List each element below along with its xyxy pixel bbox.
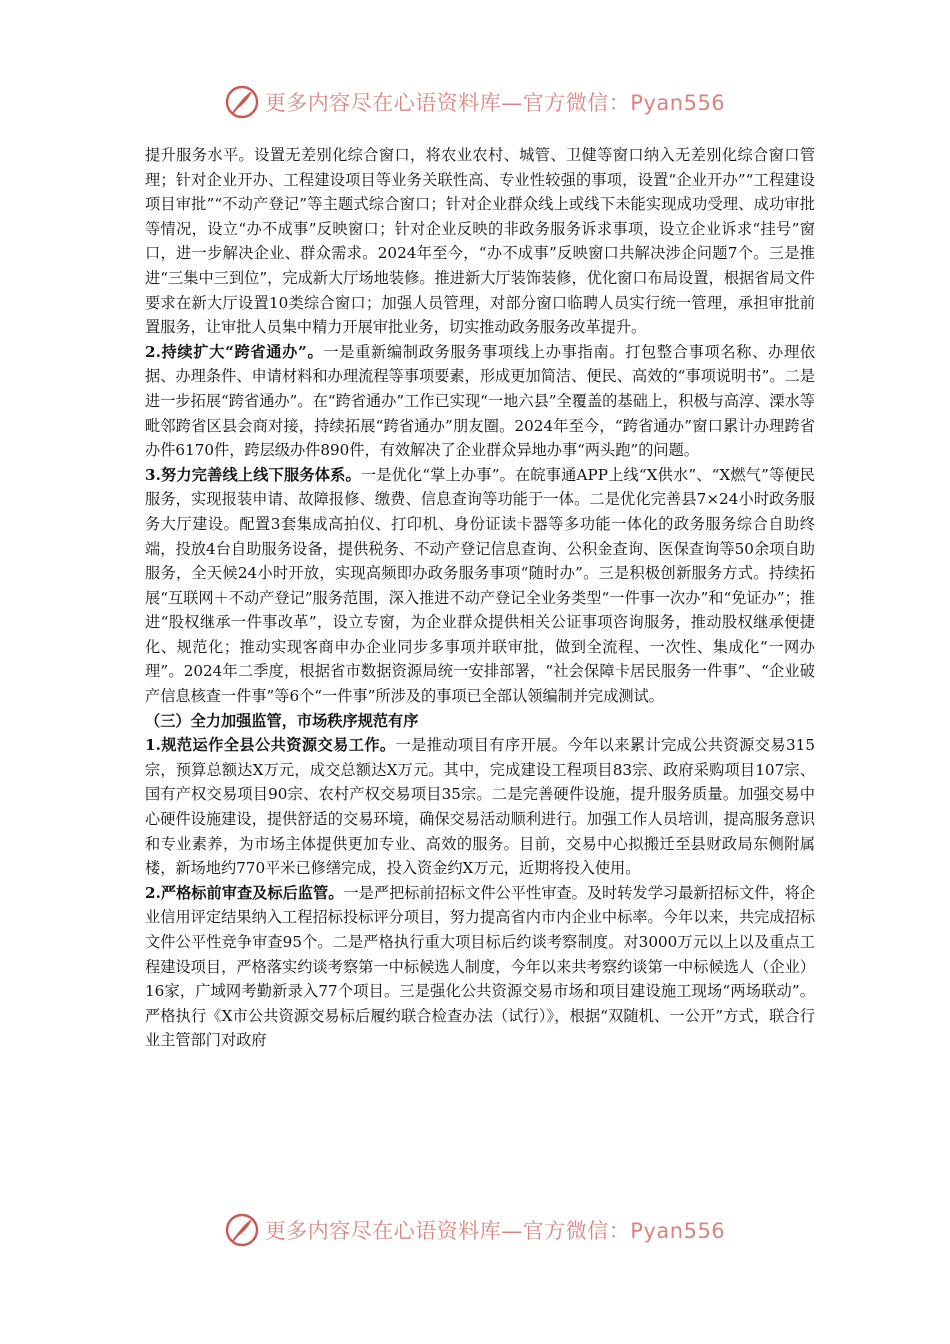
header-watermark xyxy=(0,80,950,124)
paragraph-heading: 2.持续扩大“跨省通办”。 xyxy=(145,342,324,361)
paragraph-text: 一是优化“掌上办事”。在皖事通APP上线“X供水”、“X燃气”等便民服务，实现报装申请、故障报修、缴费、信息查询等功能于一体。二是优化完善县7×24小时政务服务大厅建设。配置3套集成高拍仪、打印机、身份证读卡器等多功能一体化的政务服务综合自助终端，投放4台自助服务设备，提供税务、不动产登记信息查询、公积金查询、医保查询等50余项自助服务，全天候24小时开放，实现高频即办政务服务事项“随时办”。三是积极创新服务方式。持续拓展“互联网＋不动产登记”服务范围，深入推进不动产登记全业务类型“一件事一次办”和“免证办”；推进“股权继承一件事改革”，设立专窗，为企业群众提供相关公证事项咨询服务，推动股权继承便捷化、规范化；推动实现客商申办企业同步多事项并联审批，做到全流程、一次性、集成化“一网办理”。2024年二季度，根据省市数据资源局统一安排部署，“社会保障卡居民服务一件事”、“企业破产信息核查一件事”等6个“一件事”所涉及的事项已全部认领编制并完成测试。 xyxy=(145,465,815,706)
feather-logo-icon xyxy=(225,85,259,119)
paragraph-text: 一是重新编制政务服务事项线上办事指南。打包整合事项名称、办理依据、办理条件、申请材料和办理流程等事项要素，形成更加简洁、便民、高效的“事项说明书”。二是进一步拓展“跨省通办”。在“跨省通办”工作已实现“一地六县”全覆盖的基础上，积极与高淳、溧水等毗邻跨省区县会商对接，持续拓展“跨省通办”朋友圈。2024年至今，“跨省通办”窗口累计办理跨省办件6170件，跨层级办件890件，有效解决了企业群众异地办事“两头跑”的问题。 xyxy=(145,342,816,460)
watermark-text: 更多内容尽在心语资料库—官方微信：Pyan556 xyxy=(264,1219,726,1243)
paragraph-4 xyxy=(145,733,815,881)
paragraph-text: 一是推动项目有序开展。今年以来累计完成公共资源交易315宗，预算总额达X万元，成交总额达X万元。其中，完成建设工程项目83宗、政府采购项目107宗、国有产权交易项目90宗、农村产权交易项目35宗。二是完善硬件设施，提升服务质量。加强交易中心硬件设施建设，提供舒适的交易环境，确保交易活动顺利进行。加强工作人员培训，提高服务意识和专业素养，为市场主体提供更加专业、高效的服务。目前，交易中心拟搬迁至县财政局东侧附属楼，新场地约770平米已修缮完成，投入资金约X万元，近期将投入使用。 xyxy=(145,736,815,878)
paragraph-text: 提升服务水平。设置无差别化综合窗口，将农业农村、城管、卫健等窗口纳入无差别化综合窗口管理；针对企业开办、工程建设项目等业务关联性高、专业性较强的事项，设置“企业开办”“工程建设项目审批”“不动产登记”等主题式综合窗口；针对企业群众线上或线下未能实现成功受理、成功审批等情况，设立“办不成事”反映窗口；针对企业反映的非政务服务诉求事项，设立企业诉求“挂号”窗口，进一步解决企业、群众需求。2024年至今，“办不成事”反映窗口共解决涉企问题7个。三是推进“三集中三到位”，完成新大厅场地装修。推进新大厅装饰装修，优化窗口布局设置，根据省局文件要求在新大厅设置10类综合窗口；加强人员管理，对部分窗口临聘人员实行统一管理，承担审批前置服务，让审批人员集中精力开展审批业务，切实推动政务服务改革提升。 xyxy=(145,146,815,337)
paragraph-0 xyxy=(145,143,815,340)
paragraph-2 xyxy=(145,463,815,709)
section-heading-text: （三）全力加强监管，市场秩序规范有序 xyxy=(145,711,419,730)
paragraph-heading: 2.严格标前审查及标后监管。 xyxy=(145,883,344,902)
section-heading xyxy=(145,709,815,734)
feather-logo-icon xyxy=(225,1213,259,1247)
paragraph-text: 一是严把标前招标文件公平性审查。及时转发学习最新招标文件，将企业信用评定结果纳入工程招标投标评分项目，努力提高省内市内企业中标率。今年以来，共完成招标文件公平性竞争审查95个。二是严格执行重大项目标后约谈考察制度。对3000万元以上以及重点工程建设项目，严格落实约谈考察第一中标候选人制度，今年以来共考察约谈第一中标候选人（企业）16家，广域网考勤新录入77个项目。三是强化公共资源交易市场和项目建设施工现场“两场联动”。严格执行《X市公共资源交易标后履约联合检查办法（试行）》，根据“双随机、一公开”方式，联合行业主管部门对政府 xyxy=(145,883,816,1050)
paragraph-heading: 1.规范运作全县公共资源交易工作。 xyxy=(145,736,396,755)
paragraph-5 xyxy=(145,881,815,1053)
watermark-text: 更多内容尽在心语资料库—官方微信：Pyan556 xyxy=(264,91,726,115)
footer-watermark xyxy=(0,1208,950,1252)
paragraph-heading: 3.努力完善线上线下服务体系。 xyxy=(145,465,361,484)
document-body xyxy=(145,143,815,1053)
paragraph-1 xyxy=(145,340,815,463)
